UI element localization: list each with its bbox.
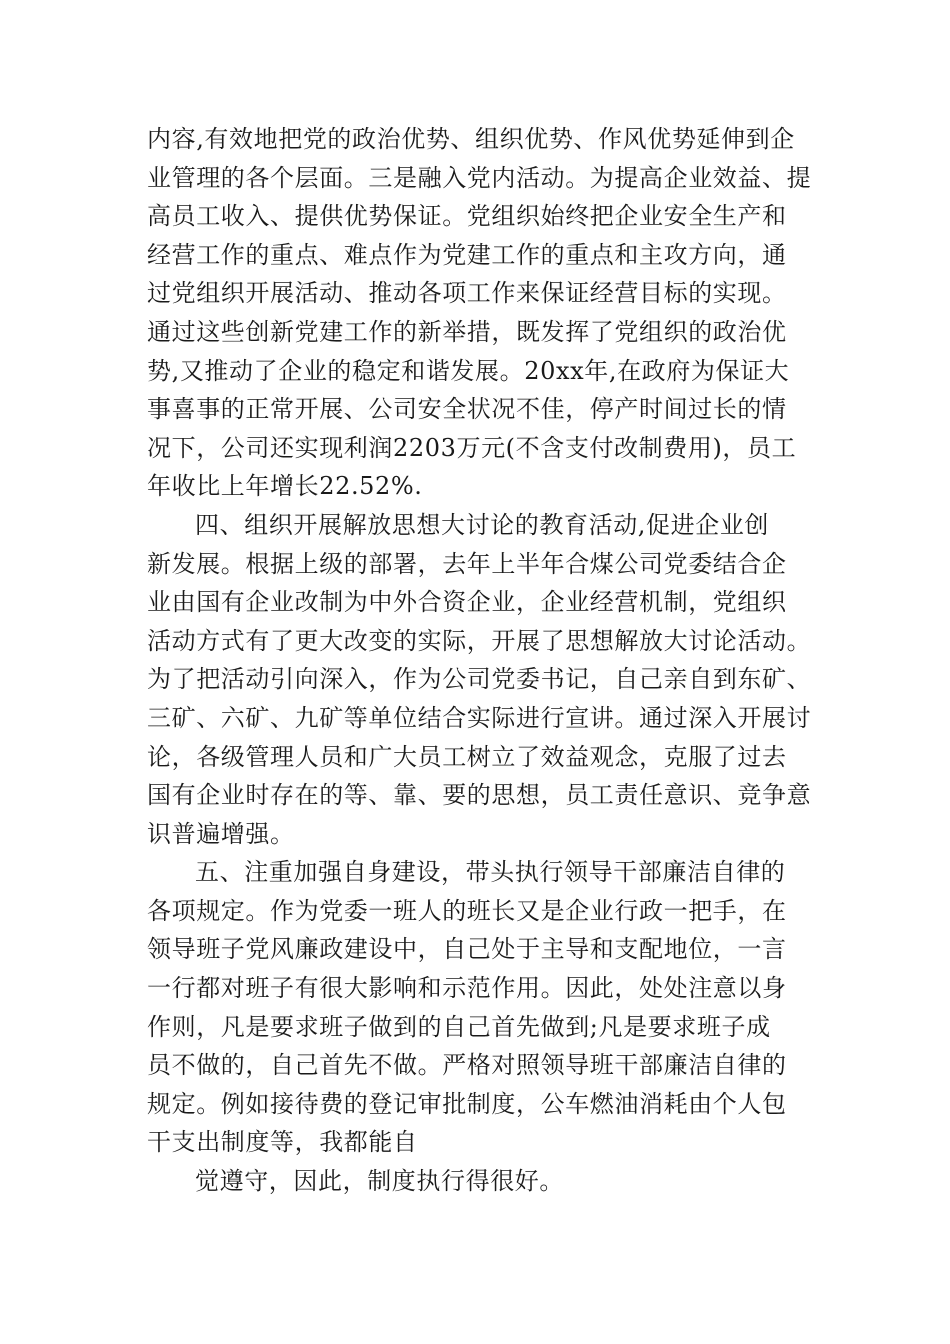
text-line: 作则，凡是要求班子做到的自己首先做到;凡是要求班子成 (147, 1012, 771, 1041)
text-line: 三矿、六矿、九矿等单位结合实际进行宣讲。通过深入开展讨 (147, 703, 812, 732)
text-line: 一行都对班子有很大影响和示范作用。因此，处处注意以身 (147, 974, 787, 1003)
text-line: 年收比上年增长22.52%. (147, 472, 423, 501)
text-line: 规定。例如接待费的登记审批制度，公车燃油消耗由个人包 (147, 1089, 787, 1118)
text-line: 经营工作的重点、难点作为党建工作的重点和主攻方向，通 (147, 240, 787, 269)
text-line: 活动方式有了更大改变的实际，开展了思想解放大讨论活动。 (147, 626, 812, 655)
text-line: 识普遍增强。 (147, 819, 295, 848)
text-line: 况下，公司还实现利润2203万元(不含支付改制费用)，员工 (147, 433, 797, 462)
text-line: 过党组织开展活动、推动各项工作来保证经营目标的实现。 (147, 279, 787, 308)
text-line: 内容,有效地把党的政治优势、组织优势、作风优势延伸到企 (147, 125, 795, 153)
paragraph-start-line: 五、注重加强自身建设，带头执行领导干部廉洁自律的 (195, 858, 786, 887)
text-line: 国有企业时存在的等、靠、要的思想，员工责任意识、竞争意 (147, 781, 812, 810)
text-line: 员不做的，自己首先不做。严格对照领导班干部廉洁自律的 (147, 1051, 787, 1080)
text-line: 业管理的各个层面。三是融入党内活动。为提高企业效益、提 (147, 163, 812, 192)
text-line: 业由国有企业改制为中外合资企业，企业经营机制，党组织 (147, 588, 787, 617)
text-line: 势,又推动了企业的稳定和谐发展。20xx年,在政府为保证大 (147, 356, 790, 385)
text-line: 干支出制度等，我都能自 (147, 1128, 418, 1157)
text-line: 论，各级管理人员和广大员工树立了效益观念，克服了过去 (147, 742, 787, 771)
paragraph-start-line: 觉遵守，因此，制度执行得很好。 (195, 1167, 564, 1196)
text-line: 高员工收入、提供优势保证。党组织始终把企业安全生产和 (147, 202, 787, 231)
text-line: 通过这些创新党建工作的新举措，既发挥了党组织的政治优 (147, 317, 787, 346)
text-line: 新发展。根据上级的部署，去年上半年合煤公司党委结合企 (147, 549, 787, 578)
text-line: 领导班子党风廉政建设中，自己处于主导和支配地位，一言 (147, 935, 787, 964)
text-line: 事喜事的正常开展、公司安全状况不佳，停产时间过长的情 (147, 395, 787, 424)
text-line: 为了把活动引向深入，作为公司党委书记，自己亲自到东矿、 (147, 665, 812, 694)
body-text (147, 120, 812, 1201)
text-line: 各项规定。作为党委一班人的班长又是企业行政一把手，在 (147, 896, 787, 925)
paragraph-start-line: 四、组织开展解放思想大讨论的教育活动,促进企业创 (195, 510, 770, 539)
